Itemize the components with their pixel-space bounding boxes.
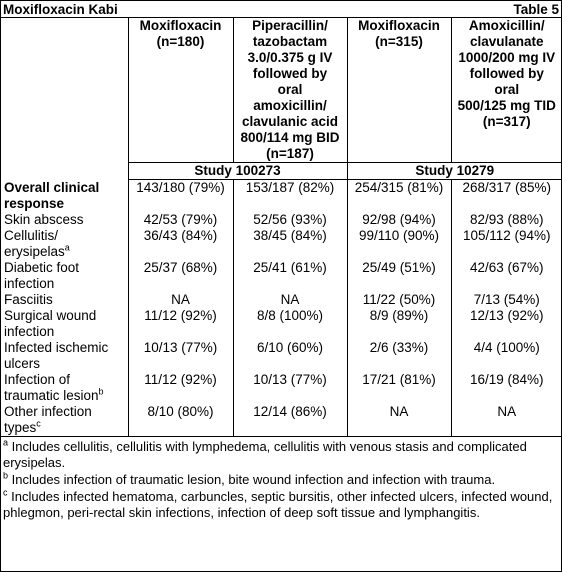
table-cell: 8/8 (100%) xyxy=(233,308,347,340)
col-header-line: followed by xyxy=(252,66,328,81)
footnote xyxy=(3,472,559,488)
row-label-line: Cellulitis/ xyxy=(4,227,59,243)
table-row xyxy=(0,308,562,340)
table-cell: 25/41 (61%) xyxy=(233,260,347,292)
row-label xyxy=(0,212,128,228)
table-row xyxy=(0,340,562,372)
col-header-moxifloxacin-2 xyxy=(347,18,451,163)
col-header-line: clavulanate xyxy=(469,34,544,49)
col-header-line: 1000/200 mg IV xyxy=(458,50,556,65)
table-cell: 12/14 (86%) xyxy=(233,404,347,437)
row-label xyxy=(0,180,128,212)
row-label xyxy=(0,260,128,292)
row-label-line: Infected ischemic xyxy=(4,339,109,355)
table-cell: 143/180 (79%) xyxy=(128,180,233,212)
table-cell: 16/19 (84%) xyxy=(451,372,562,404)
table-cell: 92/98 (94%) xyxy=(347,212,451,228)
table-cell: 4/4 (100%) xyxy=(451,340,562,372)
footnote-mark: a xyxy=(3,437,9,448)
col-header-line: oral xyxy=(277,82,303,97)
study-header-row xyxy=(0,163,562,180)
table-cell: 254/315 (81%) xyxy=(347,180,451,212)
row-label xyxy=(0,340,128,372)
col-header-line: (n=187) xyxy=(266,146,314,161)
table-cell: 105/112 (94%) xyxy=(451,228,562,260)
col-header-line: amoxicillin/ xyxy=(253,98,327,113)
col-header-line: (n=317) xyxy=(482,114,531,129)
row-label-line: Skin abscess xyxy=(4,211,84,227)
col-header-line: (n=180) xyxy=(156,34,205,49)
table-cell: 52/56 (93%) xyxy=(233,212,347,228)
table-row xyxy=(0,260,562,292)
col-header-line: Piperacillin/ xyxy=(252,18,328,33)
empty-corner-2 xyxy=(0,163,128,180)
table-number: Table 5 xyxy=(513,2,559,17)
table-header-bar xyxy=(0,0,562,18)
row-label-line: Other infection xyxy=(4,403,92,419)
row-label-line: Overall clinical xyxy=(4,179,100,195)
table-cell: 12/13 (92%) xyxy=(451,308,562,340)
table-cell: 6/10 (60%) xyxy=(233,340,347,372)
table-row xyxy=(0,292,562,308)
column-header-row xyxy=(0,18,562,163)
row-label-line: infection xyxy=(4,275,55,291)
footnote-text: Includes cellulitis, cellulitis with lymphedema, cellulitis with venous stasis and complicated erysipelas. xyxy=(3,438,527,470)
footnote-text: Includes infection of traumatic lesion, bite wound infection and infection with trauma. xyxy=(8,471,496,487)
col-header-line: Moxifloxacin xyxy=(139,18,222,33)
table-cell: 153/187 (82%) xyxy=(233,180,347,212)
table-cell: 10/13 (77%) xyxy=(128,340,233,372)
table-cell: NA xyxy=(451,404,562,437)
table-cell: 82/93 (88%) xyxy=(451,212,562,228)
footnote-marker: c xyxy=(36,418,41,428)
row-label xyxy=(0,308,128,340)
row-label-line: traumatic lesion$^b$ xyxy=(4,386,104,403)
table-cell: 99/110 (90%) xyxy=(347,228,451,260)
row-label-line: response xyxy=(4,195,65,211)
table-row xyxy=(0,404,562,437)
row-label-line: infection xyxy=(4,323,55,339)
footnotes xyxy=(0,437,562,521)
col-header-line: 500/125 mg TID xyxy=(457,98,556,113)
table-cell: 7/13 (54%) xyxy=(451,292,562,308)
table-row xyxy=(0,180,562,212)
col-header-moxifloxacin-1 xyxy=(128,18,233,163)
footnote-mark: b xyxy=(3,470,9,481)
table-cell: 17/21 (81%) xyxy=(347,372,451,404)
col-header-amoxicillin xyxy=(451,18,562,163)
table-cell: NA xyxy=(347,404,451,437)
results-table xyxy=(0,18,562,437)
col-header-line: followed by xyxy=(469,66,544,81)
table-cell: 42/63 (67%) xyxy=(451,260,562,292)
col-header-line: Amoxicillin/ xyxy=(468,18,545,33)
col-header-line: Moxifloxacin xyxy=(358,18,440,33)
table-cell: 25/37 (68%) xyxy=(128,260,233,292)
table-cell: 11/12 (92%) xyxy=(128,308,233,340)
col-header-line: oral xyxy=(494,82,520,97)
study-label-1: Study 100273 xyxy=(128,163,347,180)
table-row xyxy=(0,228,562,260)
table-cell: 8/10 (80%) xyxy=(128,404,233,437)
table-cell: 10/13 (77%) xyxy=(233,372,347,404)
table-row xyxy=(0,372,562,404)
col-header-line: tazobactam xyxy=(252,34,328,49)
table-row xyxy=(0,212,562,228)
table-cell: 36/43 (84%) xyxy=(128,228,233,260)
row-label-line: ulcers xyxy=(4,355,41,371)
row-label-line: Infection of xyxy=(4,371,71,387)
col-header-piperacillin xyxy=(233,18,347,163)
table-cell: 268/317 (85%) xyxy=(451,180,562,212)
footnote xyxy=(3,489,559,521)
row-label-line: Fasciitis xyxy=(4,291,53,307)
col-header-line: 800/114 mg BID xyxy=(240,130,340,145)
row-label-line: Surgical wound xyxy=(4,307,97,323)
row-label-line: erysipelas$^a$ xyxy=(4,242,70,259)
table-cell: 8/9 (89%) xyxy=(347,308,451,340)
table-cell: 38/45 (84%) xyxy=(233,228,347,260)
row-label-line: Diabetic foot xyxy=(4,259,80,275)
table-cell: 11/22 (50%) xyxy=(347,292,451,308)
row-label-line: types$^c$ xyxy=(4,418,41,435)
col-header-line: clavulanic acid xyxy=(241,114,339,129)
table-cell: NA xyxy=(233,292,347,308)
row-label xyxy=(0,372,128,404)
footnote-mark: c xyxy=(3,487,8,498)
footnote xyxy=(3,439,559,471)
drug-title: Moxifloxacin Kabi xyxy=(3,2,118,17)
col-header-line: 3.0/0.375 g IV xyxy=(247,50,333,65)
table-cell: 2/6 (33%) xyxy=(347,340,451,372)
footnote-text: Includes infected hematoma, carbuncles, septic bursitis, other infected ulcers, infected wound, phlegmon, peri-rectal skin infections, infection of deep soft tissue and lymphangitis. xyxy=(3,488,553,520)
table-cell: 25/49 (51%) xyxy=(347,260,451,292)
col-header-line: (n=315) xyxy=(375,34,423,49)
row-label xyxy=(0,228,128,260)
footnote-marker: a xyxy=(64,242,70,252)
table-cell: 42/53 (79%) xyxy=(128,212,233,228)
study-label-2: Study 10279 xyxy=(347,163,562,180)
table-cell: 11/12 (92%) xyxy=(128,372,233,404)
table-cell: NA xyxy=(128,292,233,308)
empty-corner xyxy=(0,18,128,163)
row-label xyxy=(0,292,128,308)
row-label xyxy=(0,404,128,437)
footnote-marker: b xyxy=(98,386,104,396)
